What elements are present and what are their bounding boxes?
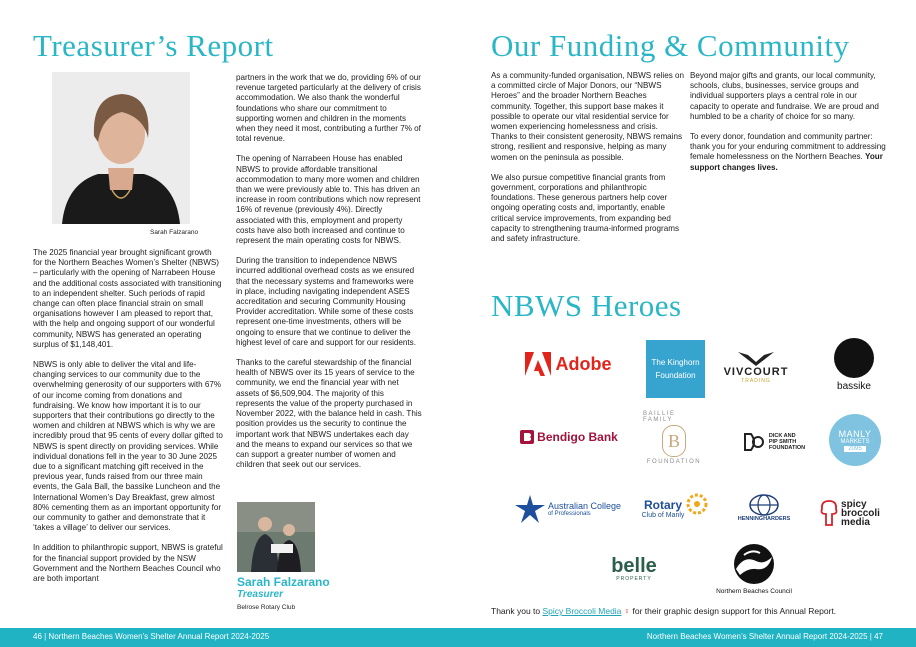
adobe-icon <box>525 352 551 376</box>
nbc-label: Northern Beaches Council <box>716 588 792 595</box>
design-thanks <box>491 606 836 616</box>
footer-left: 46 | Northern Beaches Women’s Shelter Annual Report 2024-2025 <box>33 632 270 641</box>
paragraph: Thanks to the careful stewardship of the financial health of NBWS over its 15 years of service to the community, we end the financial year with net assets of $6,509,904. The majority of this represents the value of the property purchased in November 2022, with the balance held in cash. This position provides us the security to continue the important work that NBWS undertakes each day and the means to expand our services so that we can support a greater number of women and children that seek out our services. <box>236 358 422 470</box>
dick-line-2: PIP SMITH <box>768 439 797 445</box>
belle-label: belle <box>611 555 657 577</box>
belle-property-logo <box>604 552 664 586</box>
support-changes-lives: Your support changes lives. <box>690 152 883 172</box>
paragraph <box>690 132 886 173</box>
paragraph-text: To every donor, foundation and community partner: thank you for your enduring commitment to addressing female homelessness on the Northern Beaches. <box>690 132 886 162</box>
paragraph: During the transition to independence NBWS incurred additional overhead costs as we ensured that the necessary systems and frameworks were in place, including navigating independent ASES accreditation and securing Community Housing Provider accreditation. While some of these costs represent one-time investments, others will be ongoing to ensure that we continue to deliver the highest level of care and support for our residents. <box>236 256 416 347</box>
star-icon <box>515 495 545 523</box>
bendigo-bank-logo <box>514 424 624 450</box>
baillie-bottom: FOUNDATION <box>646 459 702 465</box>
wave-icon <box>730 543 778 585</box>
broccoli-mini-icon: ♀ <box>621 606 631 616</box>
bendigo-icon <box>520 430 534 444</box>
footer-right: Northern Beaches Women’s Shelter Annual Report 2024-2025 | 47 <box>646 632 883 641</box>
spicy-broccoli-link[interactable]: Spicy Broccoli Media <box>542 606 622 616</box>
rotary-manly-logo <box>634 492 716 524</box>
treasurer-column-2 <box>236 73 422 480</box>
henning-harders-logo <box>732 490 796 526</box>
signoff-club: Belrose Rotary Club <box>237 604 296 611</box>
paragraph: partners in the work that we do, providing 6% of our revenue targeted particularly at the delivery of crisis accommodation. We also thank the wonderful foundations who share our commitment to supporting women and children in the moments when they need it most, contributing a further 7% of total revenue. <box>236 73 421 144</box>
bendigo-label: Bendigo Bank <box>537 430 618 444</box>
rotary-wheel-icon <box>686 493 708 515</box>
treasurer-portrait <box>52 72 190 224</box>
signoff-name: Sarah Falzarano <box>237 575 330 589</box>
manly-line-1: MANLY <box>838 428 872 439</box>
dps-icon <box>741 432 765 452</box>
paragraph: The 2025 financial year brought significant growth for the Northern Beaches Women’s Shelter (NBWS) – particularly with the opening of Narrabeen House and the additional costs associated with transitioning to an independent shelter. Such periods of rapid change can often place financial strain on small organisations however I am pleased to report that, with the help and ongoing support of our wonderful community, NBWS has generated an operating surplus of $1,148,401. <box>33 248 222 349</box>
thanks-pre: Thank you to <box>491 606 543 616</box>
b-monogram-icon: B <box>662 425 686 457</box>
spicy-line-1: spicy <box>841 498 867 510</box>
paragraph: In addition to philanthropic support, NBWS is grateful for the financial support provided by the NSW Government and the Northern Beaches Council who are both important <box>33 543 223 584</box>
northern-beaches-council-logo <box>702 540 806 598</box>
vivcourt-sub: TRADING <box>741 378 771 384</box>
adobe-logo <box>512 350 624 378</box>
dick-line-1: DICK AND <box>768 433 796 439</box>
kinghorn-line-1: The Kinghorn <box>651 358 700 367</box>
manly-line-2: MARKETS <box>840 438 870 445</box>
dick-pip-smith-logo <box>732 428 814 456</box>
funding-column-1 <box>491 71 685 254</box>
funding-column-2 <box>690 71 886 183</box>
wings-icon <box>736 352 776 366</box>
vivcourt-label: VIVCOURT <box>723 366 789 378</box>
bassike-label: bassike <box>837 381 871 392</box>
acp-line-2: of Professionals <box>547 511 591 517</box>
acp-logo <box>510 494 626 524</box>
rotary-label: Rotary <box>643 497 682 512</box>
belle-sub: PROPERTY <box>616 576 652 582</box>
dick-line-3: FOUNDATION <box>768 445 806 451</box>
kinghorn-line-2: Foundation <box>655 371 696 380</box>
footer-bar <box>0 628 916 647</box>
bassike-logo <box>826 336 882 394</box>
portrait-caption: Sarah Falzarano <box>150 229 199 236</box>
rotary-sub: Club of Manly <box>641 511 685 519</box>
manly-markets-logo <box>829 414 881 466</box>
vivcourt-logo <box>720 350 792 386</box>
henning-label: HENNINGHARDERS <box>737 516 791 522</box>
broccoli-icon <box>820 500 838 526</box>
thanks-post: for their graphic design support for this Annual Report. <box>630 606 837 616</box>
paragraph: As a community-funded organisation, NBWS relies on a committed circle of Major Donors, our “NBWS Heroes” and the broader Northern Beaches community. Together, this support base makes it possible to operate our vital residential service for women experiencing homelessness and crisis. Thanks to their consistent generosity, NBWS remains strong, resilient and responsive, helping as many women on the peninsula as possible. <box>491 71 684 162</box>
paragraph: NBWS is only able to deliver the vital and life-changing services to our community due to the overwhelming generosity of our supporters with 67% of our income coming from donations and fundraising. We know how important it is to our supporters that their contributions go directly to the women and children at NBWS which is why we are incredibly proud that 95 cents of every dollar gifted to NBWS is spent directly on providing services. While individual donations fell in the year to 30 June 2025 due to a significant matching gift received in the previous year, funds raised from our three main events, the Gala Ball, the bassike Luncheon and the International Women’s Day Breakfast, grew almost 80% cementing them as an important opportunity for our community to gather and demonstrate that it ‘takes a village’ to deliver our services. <box>33 360 223 533</box>
right-page <box>458 0 916 628</box>
manly-line-3: 2095 <box>844 446 865 452</box>
baillie-top: BAILLIE FAMILY <box>643 411 676 423</box>
treasurer-column-1 <box>33 248 223 594</box>
spicy-broccoli-logo <box>814 496 886 530</box>
funding-community-title: Our Funding & Community <box>491 28 850 63</box>
circle-icon <box>834 338 874 378</box>
paragraph: We also pursue competitive financial grants from government, corporations and philanthropic foundations. These generous partners help cover ongoing operating costs and, importantly, enable critical service improvements, from expanding bed capacity to strengthening trauma-informed programs and safety infrastructure. <box>491 172 680 244</box>
kinghorn-logo <box>646 340 705 398</box>
heroes-title: NBWS Heroes <box>491 288 682 323</box>
treasurer-report-title: Treasurer’s Report <box>33 28 274 63</box>
spicy-line-2: broccoli <box>841 507 880 519</box>
globe-icon <box>748 494 780 516</box>
acp-line-1: Australian College <box>547 501 622 511</box>
paragraph: The opening of Narrabeen House has enabled NBWS to provide affordable transitional accommodation to many more women and children than we were previously able to. This has driven an increase in room contributions which now represent 16% of revenue (previously 4%). Directly associated with this, employment and property costs have also both increased and continue to represent the main operating costs for NBWS. <box>236 154 421 246</box>
rotary-photo <box>237 502 315 572</box>
spicy-line-3: media <box>841 516 870 528</box>
left-page <box>0 0 458 628</box>
adobe-label: Adobe <box>555 353 612 374</box>
paragraph: Beyond major gifts and grants, our local community, schools, clubs, businesses, service groups and individual supporters plays a central role in our capacity to operate and fundraise. We are proud and humbled to be a charity of choice for so many. <box>690 71 879 121</box>
baillie-family-foundation-logo <box>643 408 705 468</box>
signoff-role: Treasurer <box>237 589 283 600</box>
